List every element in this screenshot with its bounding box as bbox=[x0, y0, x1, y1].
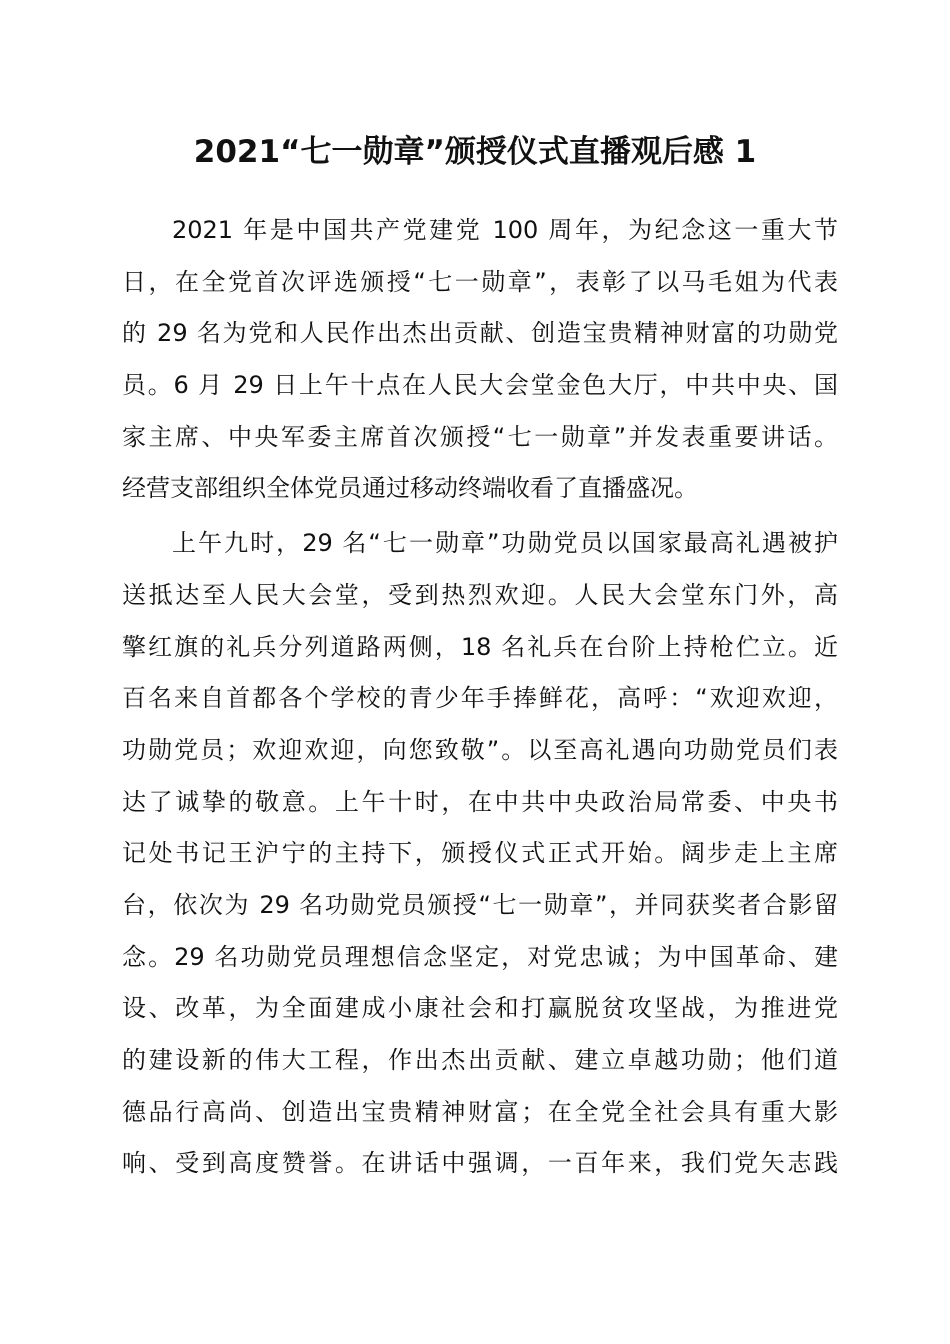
document-body bbox=[122, 210, 838, 1195]
text-line: 达了诚挚的敬意。上午十时，在中共中央政治局常委、中央书 bbox=[122, 787, 838, 816]
text-line: 台，依次为 29 名功勋党员颁授“七一勋章”，并同获奖者合影留 bbox=[122, 890, 838, 919]
text-line: 记处书记王沪宁的主持下，颁授仪式正式开始。阔步走上主席 bbox=[122, 839, 838, 868]
text-line: 功勋党员；欢迎欢迎，向您致敬”。以至高礼遇向功勋党员们表 bbox=[122, 735, 838, 764]
text-line: 员。6 月 29 日上午十点在人民大会堂金色大厅，中共中央、国 bbox=[122, 371, 838, 400]
text-line: 的建设新的伟大工程，作出杰出贡献、建立卓越功勋；他们道 bbox=[122, 1046, 838, 1074]
text-line: 百名来自首都各个学校的青少年手捧鲜花，高呼：“欢迎欢迎， bbox=[122, 684, 838, 713]
document-title: 2021“七一勋章”颁授仪式直播观后感 1 bbox=[193, 134, 757, 170]
text-line: 日，在全党首次评选颁授“七一勋章”，表彰了以马毛姐为代表 bbox=[122, 267, 838, 296]
paragraph-1 bbox=[122, 210, 838, 520]
text-line: 2021 年是中国共产党建党 100 周年，为纪念这一重大节 bbox=[172, 216, 838, 244]
text-line: 的 29 名为党和人民作出杰出贡献、创造宝贵精神财富的功勋党 bbox=[122, 319, 838, 348]
text-line: 经营支部组织全体党员通过移动终端收看了直播盛况。 bbox=[122, 474, 698, 503]
text-line: 上午九时，29 名“七一勋章”功勋党员以国家最高礼遇被护 bbox=[172, 529, 838, 558]
text-line: 家主席、中央军委主席首次颁授“七一勋章”并发表重要讲话。 bbox=[122, 422, 838, 451]
text-line: 念。29 名功勋党员理想信念坚定，对党忠诚；为中国革命、建 bbox=[122, 942, 838, 971]
paragraph-2 bbox=[122, 523, 838, 1195]
text-line: 擎红旗的礼兵分列道路两侧，18 名礼兵在台阶上持枪伫立。近 bbox=[122, 632, 838, 661]
text-line: 德品行高尚、创造出宝贵精神财富；在全党全社会具有重大影 bbox=[122, 1097, 838, 1126]
text-line: 设、改革，为全面建成小康社会和打赢脱贫攻坚战，为推进党 bbox=[122, 994, 838, 1023]
text-line: 送抵达至人民大会堂，受到热烈欢迎。人民大会堂东门外，高 bbox=[122, 580, 838, 609]
text-line: 响、受到高度赞誉。在讲话中强调，一百年来，我们党矢志践 bbox=[122, 1149, 838, 1178]
